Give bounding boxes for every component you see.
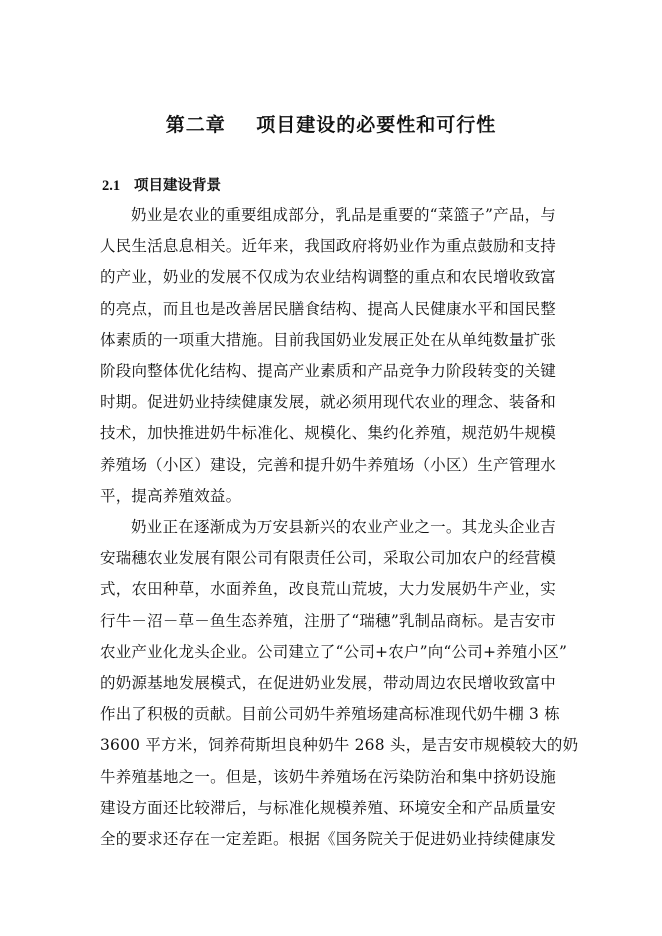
paragraph-line: 的产业，奶业的发展不仅成为农业结构调整的重点和农民增收致富 <box>100 268 556 287</box>
paragraph-line: 行牛－沼－草－鱼生态养殖，注册了“瑞穗”乳制品商标。是吉安市 <box>100 611 556 630</box>
paragraph-line: 全的要求还存在一定差距。根据《国务院关于促进奶业持续健康发 <box>100 829 556 848</box>
section-heading <box>102 174 221 195</box>
section-title: 项目建设背景 <box>134 178 221 194</box>
paragraph-line: 技术，加快推进奶牛标准化、规模化、集约化养殖，规范奶牛规模 <box>100 424 556 443</box>
paragraph-2 <box>100 512 579 855</box>
paragraph-line: 奶业是农业的重要组成部分，乳品是重要的“菜篮子”产品，与 <box>131 206 556 224</box>
paragraph-line: 农业产业化龙头企业。公司建立了“公司+农户”向“公司+养殖小区” <box>100 642 568 661</box>
chapter-title: 第二章 项目建设的必要性和可行性 <box>165 114 497 136</box>
paragraph-line: 牛养殖基地之一。但是，该奶牛养殖场在污染防治和集中挤奶设施 <box>100 767 556 786</box>
paragraph-line: 时期。促进奶业持续健康发展，就必须用现代农业的理念、装备和 <box>100 393 556 412</box>
paragraph-line: 安瑞穗农业发展有限公司有限责任公司，采取公司加农户的经营模 <box>100 549 556 568</box>
paragraph-line: 3600 平方米，饲养荷斯坦良种奶牛 268 头，是吉安市规模较大的奶 <box>100 736 579 755</box>
paragraph-line: 体素质的一项重大措施。目前我国奶业发展正处在从单纯数量扩张 <box>100 330 556 349</box>
paragraph-1 <box>100 200 556 512</box>
paragraph-line: 平，提高养殖效益。 <box>100 486 242 505</box>
paragraph-line: 阶段向整体优化结构、提高产业素质和产品竞争力阶段转变的关键 <box>100 361 556 380</box>
paragraph-line: 的奶源基地发展模式，在促进奶业发展，带动周边农民增收致富中 <box>100 673 556 692</box>
paragraph-line: 建设方面还比较滞后，与标准化规模养殖、环境安全和产品质量安 <box>100 798 556 817</box>
paragraph-line: 奶业正在逐渐成为万安县新兴的农业产业之一。其龙头企业吉 <box>131 518 556 536</box>
paragraph-line: 作出了积极的贡献。目前公司奶牛养殖场建高标准现代奶牛棚 3 栋 <box>100 705 560 724</box>
paragraph-line: 人民生活息息相关。近年来，我国政府将奶业作为重点鼓励和支持 <box>100 237 556 256</box>
section-number: 2.1 <box>102 178 121 194</box>
paragraph-line: 的亮点，而且也是改善居民膳食结构、提高人民健康水平和国民整 <box>100 299 556 318</box>
paragraph-line: 养殖场（小区）建设，完善和提升奶牛养殖场（小区）生产管理水 <box>100 455 556 474</box>
paragraph-line: 式，农田种草，水面养鱼，改良荒山荒坡，大力发展奶牛产业，实 <box>100 580 556 599</box>
